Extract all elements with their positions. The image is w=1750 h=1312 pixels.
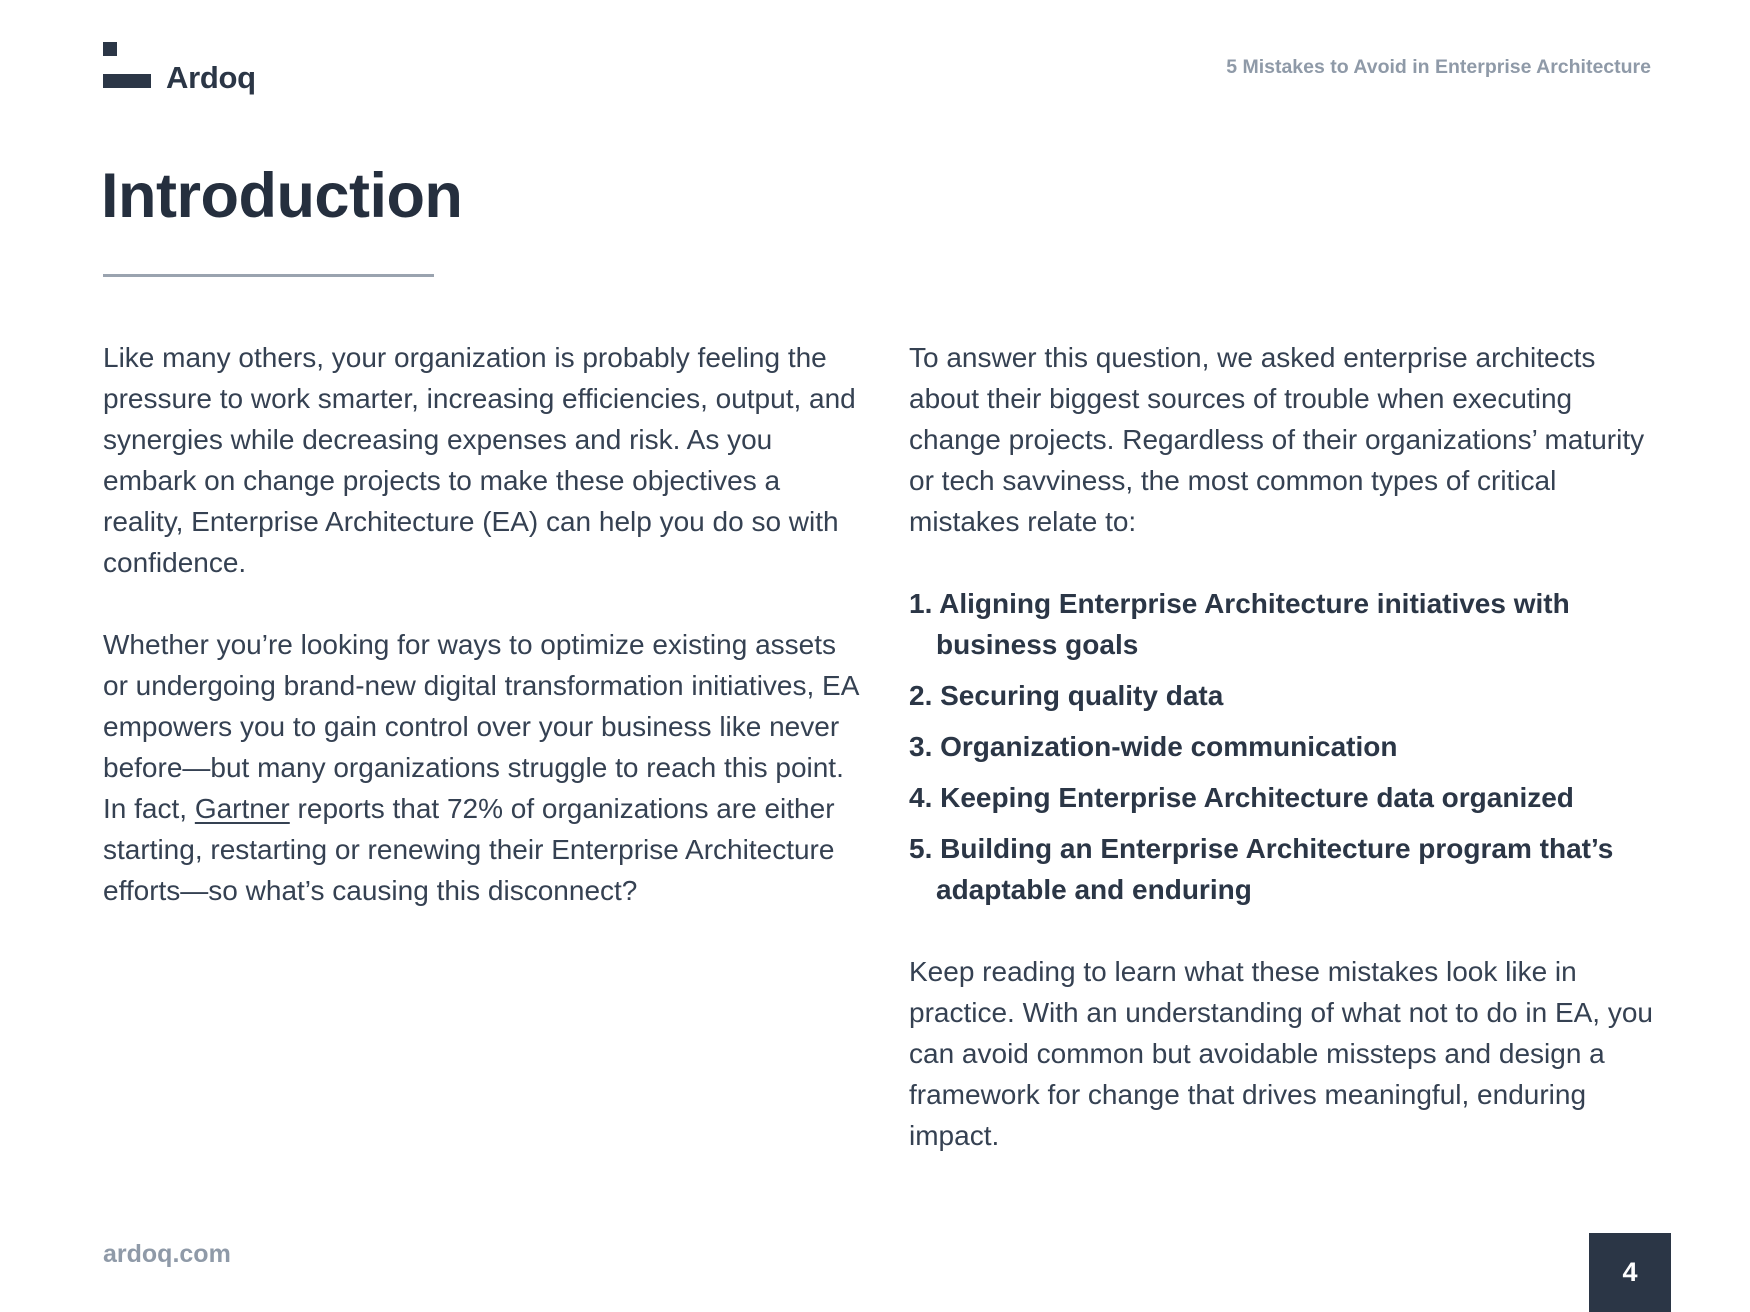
mistakes-list [909, 583, 1669, 910]
document-title: 5 Mistakes to Avoid in Enterprise Architecture [1226, 56, 1651, 78]
intro-paragraph: Like many others, your organization is probably feeling the pressure to work smarter, increasing efficiencies, output, and synergies while decreasing expenses and risk. As you embark on change projects to make these objectives a reality, Enterprise Architecture (EA) can help you do so with confidence. [103, 342, 856, 578]
context-text-start: Whether you’re looking for ways to optimize existing assets or undergoing brand-new digital transformation initiatives, EA empowers you to gain control over your business like never before—but many organizations struggle to reach this point. In fact, [103, 629, 858, 824]
page-title: Introduction [101, 161, 463, 231]
title-divider [103, 274, 434, 277]
context-paragraph [103, 624, 858, 911]
question-paragraph: To answer this question, we asked enterprise architects about their biggest sources of trouble when executing change projects. Regardless of their organizations’ maturity or tech savviness, the most common types of critical mistakes relate to: [909, 342, 1645, 537]
mistake-item: 4. Keeping Enterprise Architecture data organized [909, 782, 1574, 813]
mistake-item: 5. Building an Enterprise Architecture program that’s adaptable and enduring [909, 833, 1614, 905]
mistake-item: 2. Securing quality data [909, 680, 1224, 711]
brand-name: Ardoq [166, 60, 256, 95]
logo-square-mark [103, 42, 117, 56]
context-text-end: reports that 72% of organizations are either starting, restarting or renewing their Enterprise Architecture efforts—so what’s causing this disconnect? [103, 793, 835, 906]
left-column [103, 337, 858, 911]
right-column [909, 337, 1669, 1156]
mistake-item: 3. Organization-wide communication [909, 731, 1398, 762]
mistake-item: 1. Aligning Enterprise Architecture initiatives with business goals [909, 588, 1570, 660]
page-number: 4 [1589, 1233, 1671, 1312]
closing-paragraph: Keep reading to learn what these mistakes look like in practice. With an understanding of what not to do in EA, you can avoid common but avoidable missteps and design a framework for change that drives meaningful, enduring impact. [909, 956, 1653, 1151]
logo-bar-mark [103, 74, 151, 88]
footer-url[interactable]: ardoq.com [103, 1240, 231, 1268]
gartner-link[interactable]: Gartner [194, 793, 290, 824]
ardoq-logo [103, 42, 283, 98]
